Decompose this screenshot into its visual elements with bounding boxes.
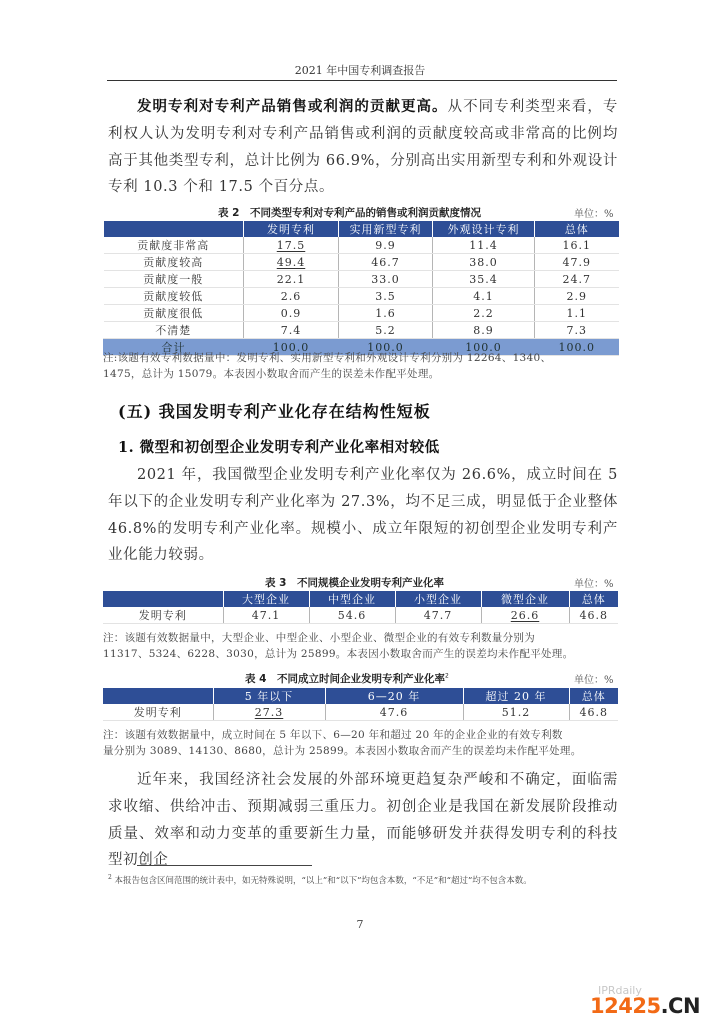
cell-value: 100.0 (272, 340, 310, 354)
cell-value: 4.1 (473, 289, 494, 303)
paragraph-industrialization (108, 462, 618, 569)
table2-note-line1: 注:该题有效专利数据量中：发明专利、实用新型专利和外观设计专利分别为 12264、1340、 (103, 352, 552, 364)
table-cell (244, 271, 339, 288)
cell-value: 0.9 (280, 306, 302, 320)
paragraph-contribution (108, 94, 618, 201)
cell-value: 3.5 (375, 289, 396, 303)
cell-value: 2.6 (280, 289, 302, 303)
cell-value: 47.9 (562, 255, 591, 269)
table-cell (463, 704, 569, 721)
cell-value: 33.0 (371, 272, 400, 286)
footnote (108, 874, 532, 886)
column-header: 总体 (569, 591, 618, 607)
table3-note (103, 630, 623, 662)
row-label: 贡献度较高 (104, 254, 244, 271)
table4-footnote-mark: 2 (444, 672, 449, 680)
cell-value: 24.7 (562, 272, 591, 286)
cell-value: 47.6 (379, 705, 409, 719)
table3-note-line1: 注：该题有效数据量中，大型企业、中型企业、小型企业、微型企业的有效专利数量分别为 (103, 632, 535, 644)
table-cell (535, 288, 619, 305)
footnote-mark: 2 (108, 874, 112, 882)
table-cell (339, 271, 433, 288)
table-cell (244, 237, 339, 254)
cell-value: 8.9 (473, 323, 494, 337)
paragraph-lead: 发明专利对专利产品销售或利润的贡献更高。 (137, 98, 448, 115)
table3-note-line2: 11317、5324、6228、3030，总计为 25899。本表因小数取舍而产生的误差均未作配平处理。 (103, 648, 574, 660)
column-header: 6—20 年 (325, 688, 463, 704)
table-row (104, 271, 619, 288)
table2-unit: 单位：% (574, 209, 614, 220)
footnote-text: 本报告包含区间范围的统计表中，如无特殊说明，“以上”和“以下”均包含本数，“不足”和“超过”均不包含本数。 (114, 876, 532, 886)
table4-caption (245, 671, 449, 686)
table-cell (395, 607, 481, 624)
cell-value: 47.7 (423, 608, 453, 622)
header-rule (107, 80, 617, 81)
page-number: 7 (356, 918, 364, 931)
table-cell (569, 704, 618, 721)
cell-value: 2.9 (566, 289, 587, 303)
table3-caption: 表 3 不同规模企业发明专利产业化率 (265, 577, 444, 589)
cell-value: 27.3 (254, 705, 284, 719)
table-cell (433, 254, 535, 271)
cell-value: 100.0 (367, 340, 404, 354)
column-header: 实用新型专利 (339, 221, 433, 237)
table4-header-row (103, 688, 618, 704)
watermark-suffix: .CN (660, 994, 701, 1018)
table-cell (433, 237, 535, 254)
cell-value: 16.1 (562, 238, 591, 252)
table4-body (103, 704, 618, 721)
column-header: 总体 (535, 221, 619, 237)
column-header: 5 年以下 (213, 688, 325, 704)
row-label: 贡献度非常高 (104, 237, 244, 254)
cell-value: 100.0 (558, 340, 595, 354)
table-cell (535, 271, 619, 288)
table4-note-line2: 量分别为 3089、14130、8680，总计为 25899。本表因小数取舍而产生的误差均未作配平处理。 (103, 745, 582, 757)
column-header (103, 688, 213, 704)
table-cell (535, 254, 619, 271)
table2 (103, 221, 619, 356)
column-header: 小型企业 (395, 591, 481, 607)
cell-value: 100.0 (465, 340, 502, 354)
watermark-number: 12425 (590, 994, 661, 1018)
table4-unit: 单位：% (574, 675, 614, 686)
table-row (104, 322, 619, 339)
cell-value: 46.7 (371, 255, 400, 269)
cell-value: 26.6 (510, 608, 540, 622)
row-label: 发明专利 (103, 607, 223, 624)
table-cell (535, 237, 619, 254)
column-header: 外观设计专利 (433, 221, 535, 237)
table2-body (104, 237, 619, 356)
watermark-faint: IPRdaily (598, 984, 642, 997)
section-heading: (五) 我国发明专利产业化存在结构性短板 (118, 402, 431, 421)
cell-value: 5.2 (375, 323, 396, 337)
cell-value: 54.6 (337, 608, 367, 622)
table-cell (325, 704, 463, 721)
table-cell (433, 322, 535, 339)
cell-value: 11.4 (469, 238, 498, 252)
cell-value: 1.1 (566, 306, 587, 320)
footnote-rule (137, 865, 312, 866)
cell-value: 17.5 (276, 238, 306, 252)
paragraph-text: 2021 年，我国微型企业发明专利产业化率仅为 26.6%，成立时间在 5 年以下的企业发明专利产业化率为 27.3%，均不足三成，明显低于企业整体 46.8%的发明专利产业化率。规模小、成立年限短的初创型企业发明专利产业化能力较弱。 (108, 467, 618, 564)
table-cell (244, 288, 339, 305)
table-row (103, 704, 618, 721)
table-row (104, 288, 619, 305)
table-row (104, 254, 619, 271)
paragraph-text: 近年来，我国经济社会发展的外部环境更趋复杂严峻和不确定，面临需求收缩、供给冲击、预期减弱三重压力。初创企业是我国在新发展阶段推动质量、效率和动力变革的重要新生力量，而能够研发并获得发明专利的科技型初创企 (108, 772, 618, 869)
cell-value: 46.8 (579, 608, 608, 622)
cell-value: 35.4 (469, 272, 498, 286)
table4-note-line1: 注：该题有效数据量中，成立时间在 5 年以下、6—20 年和超过 20 年的企业企业的有效专利数 (103, 729, 563, 741)
cell-value: 46.8 (579, 705, 608, 719)
table3-header-row (103, 591, 618, 607)
table-cell (339, 322, 433, 339)
table2-caption: 表 2 不同类型专利对专利产品的销售或利润贡献度情况 (218, 207, 481, 219)
table4-note (103, 727, 623, 759)
table-cell (223, 607, 309, 624)
cell-value: 51.2 (501, 705, 531, 719)
paragraph-startups (108, 767, 618, 874)
cell-value: 1.6 (375, 306, 396, 320)
table-cell (569, 607, 618, 624)
table-cell (213, 704, 325, 721)
table-cell (433, 271, 535, 288)
table-cell (244, 254, 339, 271)
row-label: 发明专利 (103, 704, 213, 721)
table3-unit: 单位：% (574, 579, 614, 590)
row-label: 贡献度很低 (104, 305, 244, 322)
table-cell (339, 288, 433, 305)
row-label: 合计 (104, 339, 244, 356)
cell-value: 22.1 (276, 272, 306, 286)
table2-note (103, 350, 623, 382)
cell-value: 47.1 (251, 608, 281, 622)
table-row (103, 607, 618, 624)
column-header: 超过 20 年 (463, 688, 569, 704)
paragraph-body: 从不同专利类型来看，专利权人认为发明专利对专利产品销售或利润的贡献度较高或非常高的比例均高于其他类型专利，总计比例为 66.9%，分别高出实用新型专利和外观设计专利 10.3 个和 17.5 个百分点。 (108, 99, 618, 196)
table-cell (339, 305, 433, 322)
running-header: 2021 年中国专利调查报告 (294, 64, 426, 77)
column-header: 大型企业 (223, 591, 309, 607)
table2-note-line2: 1475，总计为 15079。本表因小数取舍而产生的误差未作配平处理。 (103, 368, 440, 380)
cell-value: 38.0 (469, 255, 498, 269)
table-cell (339, 237, 433, 254)
table3 (103, 591, 618, 624)
column-header: 微型企业 (481, 591, 569, 607)
section-subheading: 1. 微型和初创型企业发明专利产业化率相对较低 (118, 439, 440, 456)
watermark-logo (590, 994, 700, 1018)
table-cell (481, 607, 569, 624)
column-header: 发明专利 (244, 221, 339, 237)
table-cell (535, 322, 619, 339)
table-cell (244, 322, 339, 339)
column-header (103, 591, 223, 607)
cell-value: 9.9 (375, 238, 396, 252)
cell-value: 7.3 (566, 323, 587, 337)
row-label: 贡献度一般 (104, 271, 244, 288)
table-row (104, 237, 619, 254)
table4-caption-text: 表 4 不同成立时间企业发明专利产业化率 (245, 673, 445, 685)
table-cell (339, 254, 433, 271)
table-cell (535, 305, 619, 322)
cell-value: 2.2 (473, 306, 494, 320)
table2-header-row (104, 221, 619, 237)
table-cell (309, 607, 395, 624)
table-cell (433, 305, 535, 322)
column-header (104, 221, 244, 237)
cell-value: 7.4 (280, 323, 302, 337)
table-cell (433, 288, 535, 305)
table-row (104, 305, 619, 322)
column-header: 中型企业 (309, 591, 395, 607)
row-label: 不清楚 (104, 322, 244, 339)
row-label: 贡献度较低 (104, 288, 244, 305)
column-header: 总体 (569, 688, 618, 704)
table4 (103, 688, 618, 721)
cell-value: 49.4 (276, 255, 306, 269)
table3-body (103, 607, 618, 624)
table-cell (244, 305, 339, 322)
